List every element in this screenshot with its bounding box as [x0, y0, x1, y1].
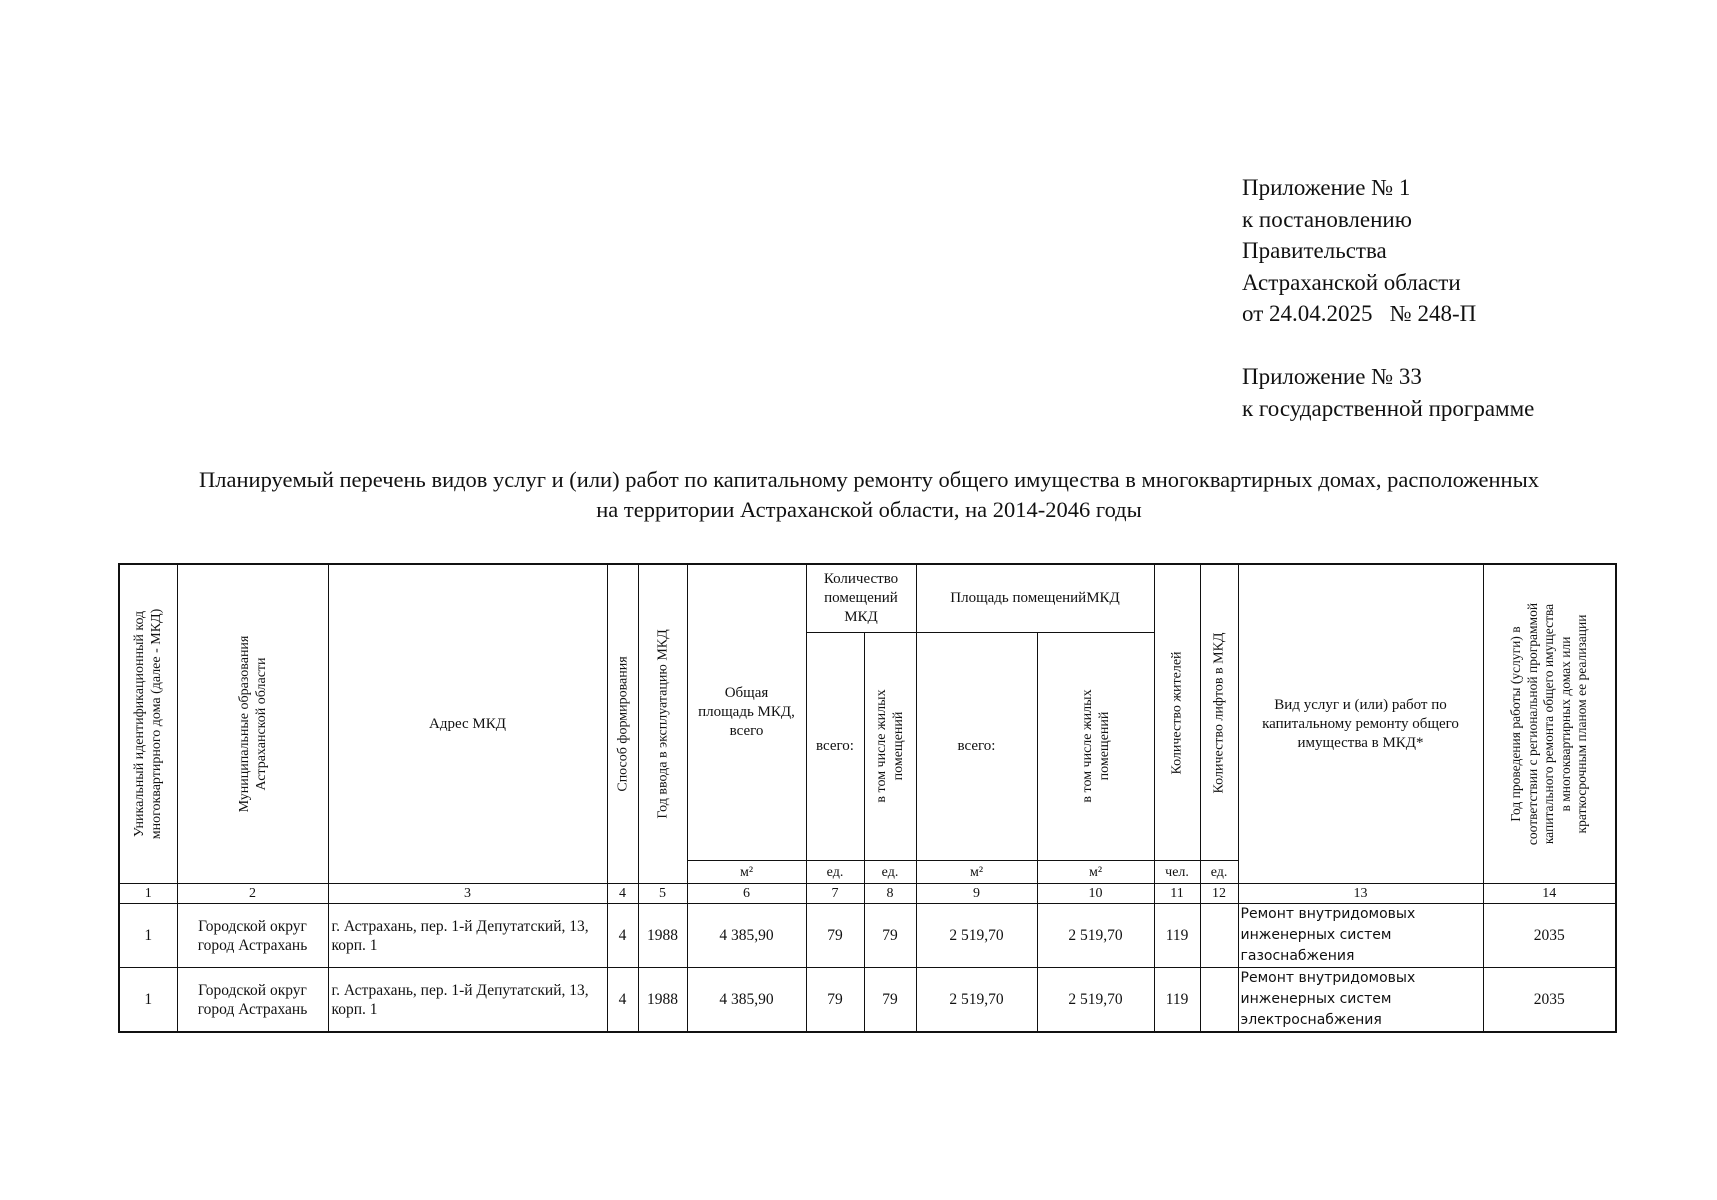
column-number: 14 [1483, 884, 1616, 904]
column-number: 4 [607, 884, 638, 904]
unit-cell: м² [916, 861, 1037, 884]
cell-lifts [1200, 904, 1238, 968]
header-work-year: Год проведения работы (услуги) в соответствии с региональной программой капитального ремонта общего имущества в многоквартирных домах или краткосрочным планом ее реализации [1483, 564, 1616, 884]
work-line: Ремонт внутридомовых [1240, 906, 1416, 922]
document-title-line: Планируемый перечень видов услуг и (или) работ по капитальному ремонту общего имущества в многоквартирных домах, расположенных [199, 467, 1539, 492]
unit-cell: чел. [1154, 861, 1200, 884]
table-row [119, 904, 1616, 968]
cell-code: 1 [119, 968, 177, 1033]
column-number: 13 [1238, 884, 1483, 904]
cell-code: 1 [119, 904, 177, 968]
cell-rooms-living: 79 [864, 904, 916, 968]
cell-year-built: 1988 [638, 968, 687, 1033]
work-line: инженерных систем [1240, 991, 1392, 1007]
cell-work-year: 2035 [1483, 968, 1616, 1033]
column-number: 10 [1037, 884, 1154, 904]
cell-municipality: Городской округ город Астрахань [177, 968, 328, 1033]
cell-rooms-total: 79 [806, 904, 864, 968]
column-number: 5 [638, 884, 687, 904]
appendix-1-line: Правительства [1242, 238, 1387, 263]
appendix-1-line: к постановлению [1242, 206, 1412, 232]
header-year-built: Год ввода в эксплуатацию МКД [638, 564, 687, 884]
header-area-total: всего: [916, 632, 1037, 860]
header-municipality: Муниципальные образования Астраханской области [177, 564, 328, 884]
cell-work-type [1238, 904, 1483, 968]
unit-cell: м² [687, 861, 806, 884]
header-residents: Количество жителей [1154, 564, 1200, 861]
header-address: Адрес МКД [328, 564, 607, 884]
appendix-1-block [1242, 172, 1476, 330]
unit-cell: м² [1037, 861, 1154, 884]
document-title [128, 465, 1610, 525]
cell-rooms-total: 79 [806, 968, 864, 1033]
appendix-1-line: Приложение № 1 [1242, 175, 1411, 200]
cell-municipality: Городской округ город Астрахань [177, 904, 328, 968]
header-rooms-living: в том числе жилых помещений [864, 632, 916, 860]
work-line: электроснабжения [1240, 1012, 1382, 1028]
capital-repair-table [118, 563, 1617, 1033]
appendix-33-line: Приложение № 33 [1242, 364, 1422, 389]
cell-rooms-living: 79 [864, 968, 916, 1033]
appendix-33-block [1242, 361, 1534, 424]
cell-work-year: 2035 [1483, 904, 1616, 968]
cell-total-area: 4 385,90 [687, 968, 806, 1033]
cell-method: 4 [607, 968, 638, 1033]
header-unique-code: Уникальный идентификационный код многоквартирного дома (далее - МКД) [119, 564, 177, 884]
header-rooms-group: Количество помещений МКД [806, 564, 916, 632]
column-number: 6 [687, 884, 806, 904]
header-rooms-total: всего: [806, 632, 864, 860]
unit-cell: ед. [864, 861, 916, 884]
cell-year-built: 1988 [638, 904, 687, 968]
cell-area-total: 2 519,70 [916, 968, 1037, 1033]
cell-residents: 119 [1154, 968, 1200, 1033]
cell-lifts [1200, 968, 1238, 1033]
column-number: 3 [328, 884, 607, 904]
header-lifts: Количество лифтов в МКД [1200, 564, 1238, 861]
header-work-type: Вид услуг и (или) работ по капитальному ремонту общего имущества в МКД* [1238, 564, 1483, 884]
table-row [119, 968, 1616, 1033]
column-number: 8 [864, 884, 916, 904]
column-number: 12 [1200, 884, 1238, 904]
cell-area-living: 2 519,70 [1037, 968, 1154, 1033]
cell-area-total: 2 519,70 [916, 904, 1037, 968]
cell-address: г. Астрахань, пер. 1-й Депутатский, 13, корп. 1 [328, 904, 607, 968]
unit-cell: ед. [806, 861, 864, 884]
cell-total-area: 4 385,90 [687, 904, 806, 968]
header-area-living: в том числе жилых помещений [1037, 632, 1154, 860]
unit-cell: ед. [1200, 861, 1238, 884]
document-title-line: на территории Астраханской области, на 2014-2046 годы [596, 497, 1142, 522]
cell-address: г. Астрахань, пер. 1-й Депутатский, 13, корп. 1 [328, 968, 607, 1033]
appendix-1-line: Астраханской области [1242, 269, 1461, 295]
column-number: 7 [806, 884, 864, 904]
work-line: Ремонт внутридомовых [1240, 970, 1416, 986]
column-number: 1 [119, 884, 177, 904]
column-number: 2 [177, 884, 328, 904]
cell-area-living: 2 519,70 [1037, 904, 1154, 968]
cell-work-type [1238, 968, 1483, 1033]
cell-residents: 119 [1154, 904, 1200, 968]
column-number: 11 [1154, 884, 1200, 904]
work-line: инженерных систем [1240, 927, 1392, 943]
appendix-1-line: от 24.04.2025 № 248-П [1242, 301, 1477, 326]
header-area-group: Площадь помещенийМКД [916, 564, 1154, 632]
appendix-33-line: к государственной программе [1242, 395, 1535, 421]
cell-method: 4 [607, 904, 638, 968]
header-total-area: Общая площадь МКД, всего [687, 564, 806, 861]
column-number: 9 [916, 884, 1037, 904]
header-formation-method: Способ формирования [607, 564, 638, 884]
work-line: газоснабжения [1240, 948, 1355, 964]
